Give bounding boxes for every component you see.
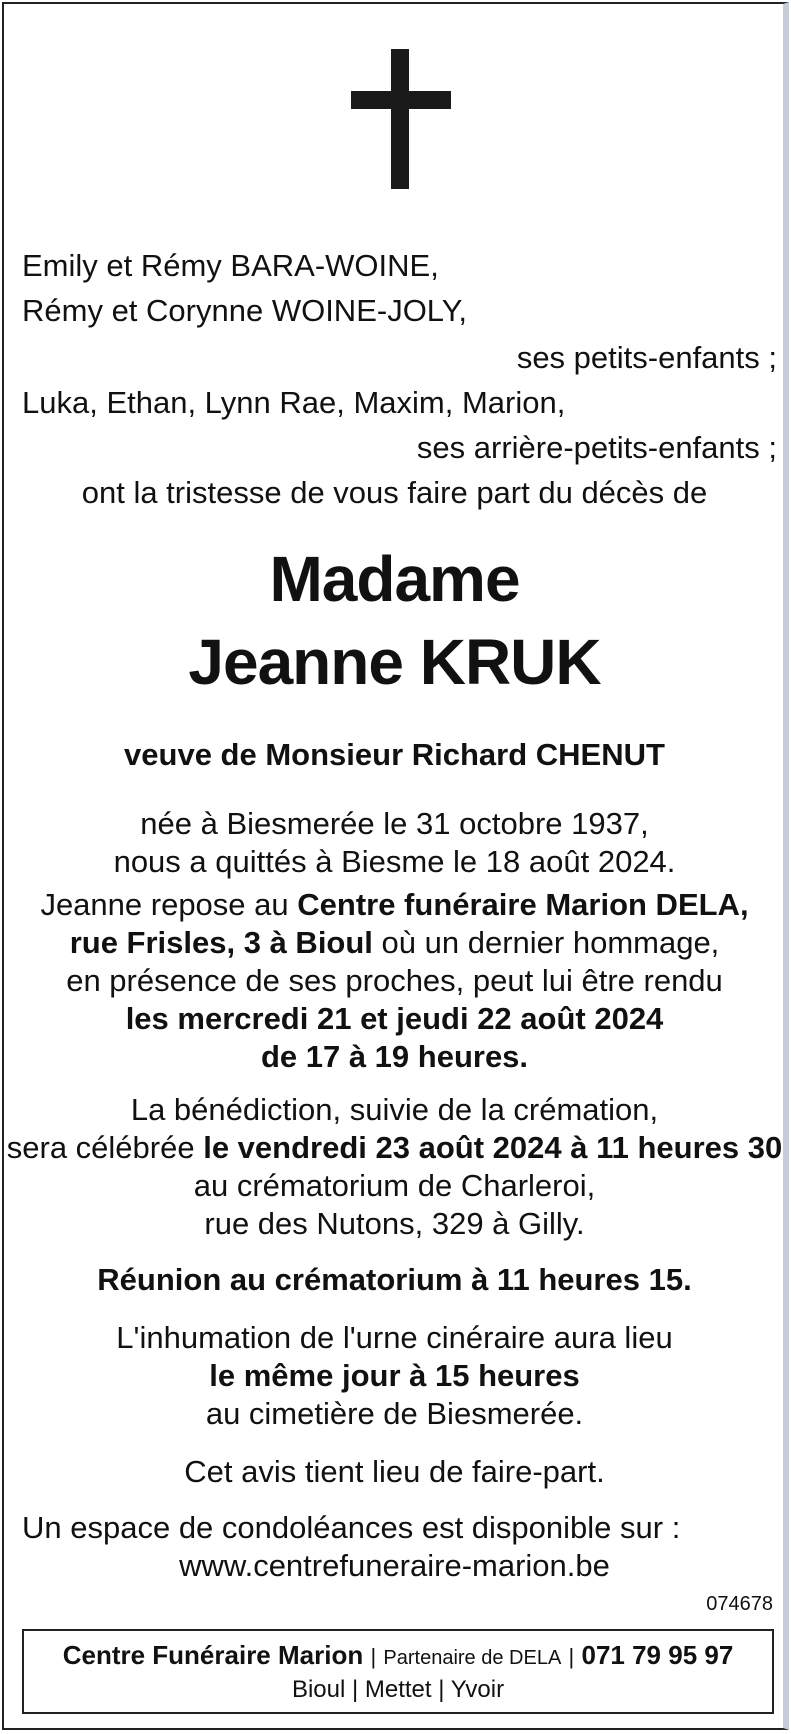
partner-label: Partenaire de DELA <box>383 1647 562 1669</box>
condolences-line: Un espace de condoléances est disponible sur : <box>22 1510 681 1545</box>
burial-line-3: au cimetière de Biesmerée. <box>205 1396 584 1431</box>
obituary-notice <box>2 2 789 1730</box>
family-line-2: Rémy et Corynne WOINE-JOLY, <box>22 293 468 328</box>
locations-line: Bioul | Mettet | Yvoir <box>291 1676 505 1703</box>
family-role-1: ses petits-enfants ; <box>516 340 777 375</box>
ceremony-line-4: rue des Nutons, 329 à Gilly. <box>204 1206 585 1241</box>
family-line-1: Emily et Rémy BARA-WOINE, <box>22 248 439 283</box>
announcement: ont la tristesse de vous faire part du décès de <box>81 475 708 510</box>
rest-line-2: rue Frisles, 3 à Bioul où un dernier hommage, <box>69 925 720 960</box>
burial-line-1: L'inhumation de l'urne cinéraire aura lieu <box>116 1320 673 1355</box>
rest-line-5: de 17 à 19 heures. <box>260 1039 529 1074</box>
family-line-3: Luka, Ethan, Lynn Rae, Maxim, Marion, <box>22 385 566 420</box>
death-line: nous a quittés à Biesme le 18 août 2024. <box>113 844 676 879</box>
reference-number: 074678 <box>706 1593 773 1615</box>
widow-line: veuve de Monsieur Richard CHENUT <box>124 737 665 772</box>
notice-line: Cet avis tient lieu de faire-part. <box>184 1454 605 1489</box>
burial-line-2: le même jour à 15 heures <box>209 1358 580 1393</box>
funeral-home-line: Centre Funéraire Marion | Partenaire de DELA | 071 79 95 97 <box>62 1640 734 1670</box>
cross-icon <box>351 49 451 189</box>
phone-number: 071 79 95 97 <box>581 1640 734 1670</box>
rest-line-1: Jeanne repose au Centre funéraire Marion DELA, <box>40 887 749 922</box>
rest-line-3: en présence de ses proches, peut lui être rendu <box>66 963 723 998</box>
ceremony-line-2: sera célébrée le vendredi 23 août 2024 à 11 heures 30 <box>6 1130 783 1165</box>
deceased-title: Madame <box>269 543 520 615</box>
funeral-home-name: Centre Funéraire Marion <box>62 1640 364 1670</box>
rest-line-4: les mercredi 21 et jeudi 22 août 2024 <box>125 1001 664 1036</box>
condolences-url[interactable]: www.centrefuneraire-marion.be <box>179 1548 610 1583</box>
deceased-name: Jeanne KRUK <box>188 626 601 698</box>
meeting-line: Réunion au crématorium à 11 heures 15. <box>97 1262 692 1297</box>
ceremony-line-1: La bénédiction, suivie de la crémation, <box>130 1092 659 1127</box>
funeral-home-box <box>22 1629 774 1714</box>
family-role-2: ses arrière-petits-enfants ; <box>416 430 777 465</box>
birth-line: née à Biesmerée le 31 octobre 1937, <box>140 806 649 841</box>
ceremony-line-3: au crématorium de Charleroi, <box>193 1168 596 1203</box>
